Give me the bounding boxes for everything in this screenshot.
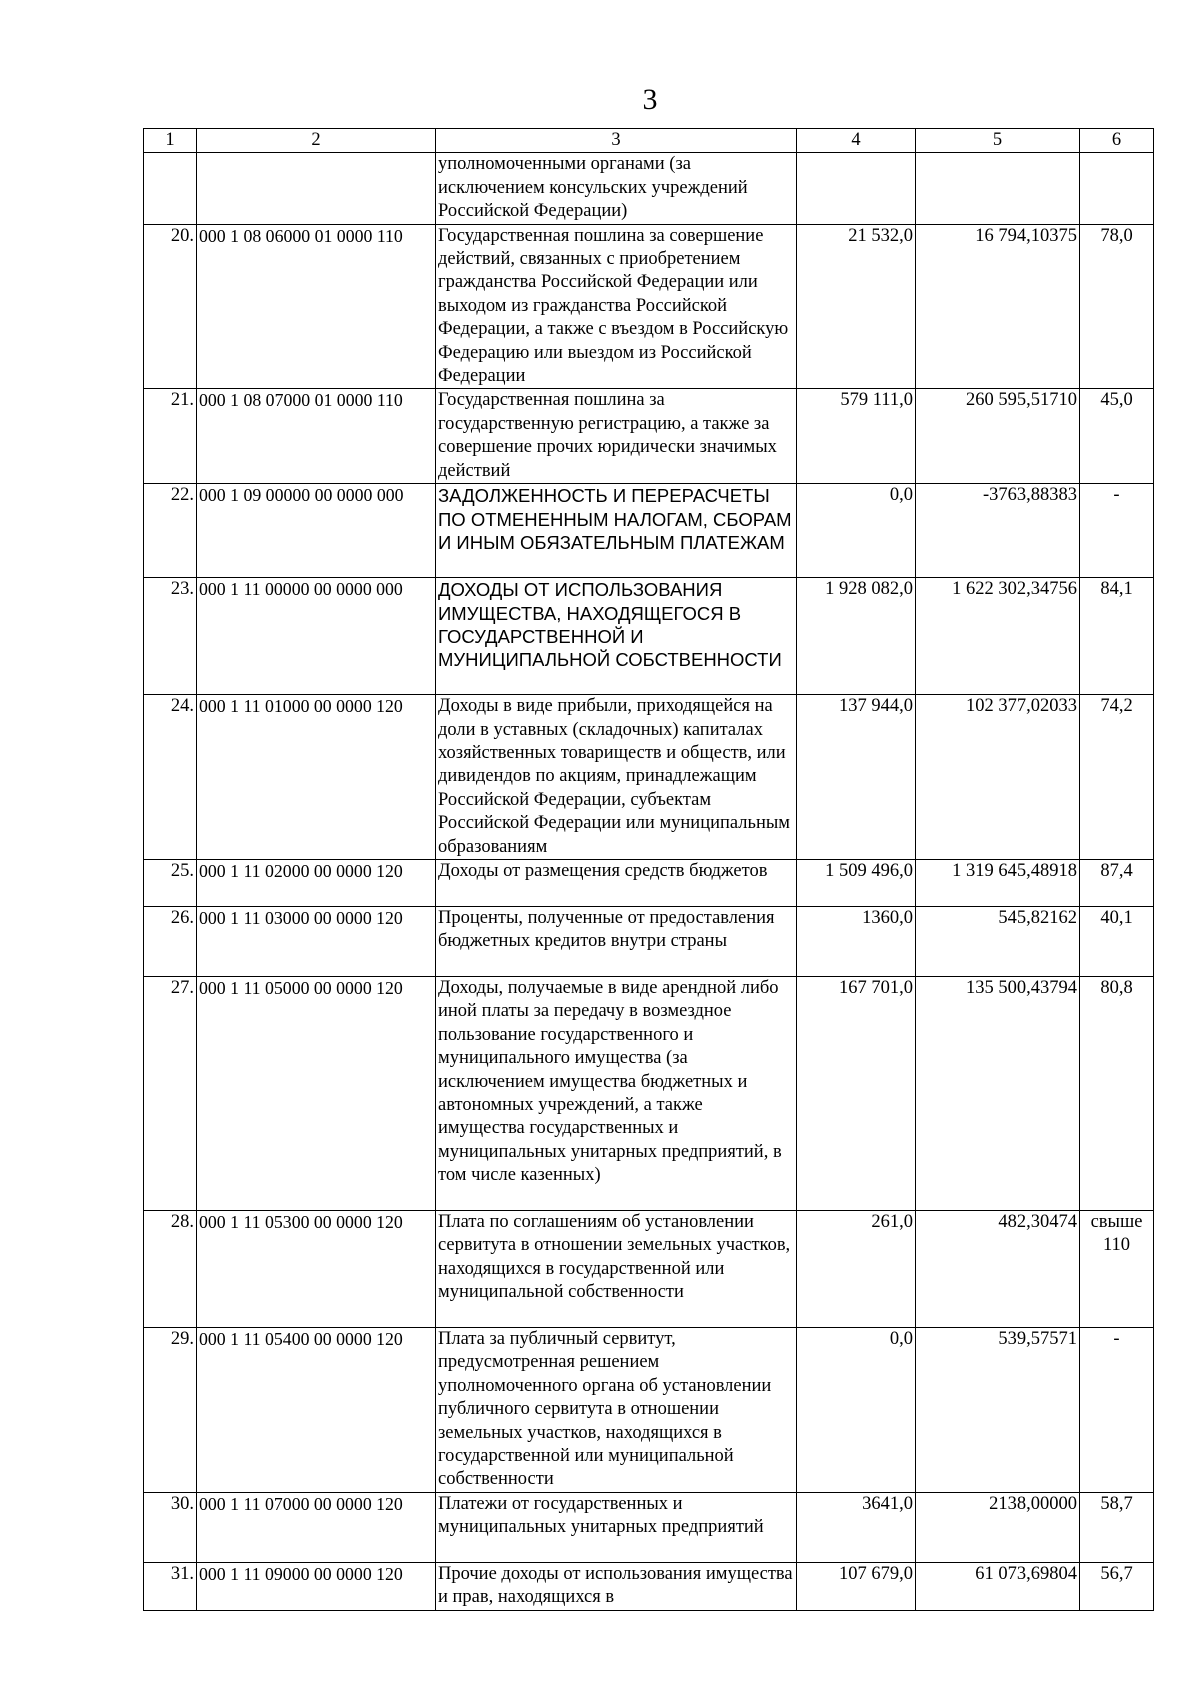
row-actual: 61 073,69804 bbox=[916, 1562, 1080, 1610]
row-actual: 1 319 645,48918 bbox=[916, 859, 1080, 906]
row-name: Проценты, полученные от предоставления бюджетных кредитов внутри страны bbox=[436, 906, 797, 976]
row-percent: - bbox=[1080, 484, 1154, 578]
row-name: Плата по соглашениям об установлении сервитута в отношении земельных участков, находящихся в государственной или муниципальной собственности bbox=[436, 1210, 797, 1327]
row-actual: 260 595,51710 bbox=[916, 389, 1080, 484]
row-name: Прочие доходы от использования имущества и прав, находящихся в bbox=[436, 1562, 797, 1610]
row-actual: 16 794,10375 bbox=[916, 224, 1080, 389]
table-row bbox=[144, 224, 1154, 389]
row-plan: 3641,0 bbox=[797, 1492, 916, 1562]
row-actual: 102 377,02033 bbox=[916, 695, 1080, 860]
row-number: 20. bbox=[144, 224, 197, 389]
row-number: 23. bbox=[144, 578, 197, 695]
row-code: 000 1 11 05300 00 0000 120 bbox=[197, 1210, 436, 1327]
row-plan: 0,0 bbox=[797, 484, 916, 578]
row-number: 31. bbox=[144, 1562, 197, 1610]
row-percent bbox=[1080, 153, 1154, 224]
row-code: 000 1 08 06000 01 0000 110 bbox=[197, 224, 436, 389]
row-code: 000 1 08 07000 01 0000 110 bbox=[197, 389, 436, 484]
table-row bbox=[144, 695, 1154, 860]
row-percent: 87,4 bbox=[1080, 859, 1154, 906]
row-name: Плата за публичный сервитут, предусмотренная решением уполномоченного органа об установлении публичного сервитута в отношении земельных участков, находящихся в государственной или муниципальной собственности bbox=[436, 1327, 797, 1492]
row-percent: 58,7 bbox=[1080, 1492, 1154, 1562]
row-actual: 2138,00000 bbox=[916, 1492, 1080, 1562]
row-number: 25. bbox=[144, 859, 197, 906]
row-actual: 1 622 302,34756 bbox=[916, 578, 1080, 695]
header-col-4: 4 bbox=[797, 129, 916, 153]
row-name: ДОХОДЫ ОТ ИСПОЛЬЗОВАНИЯ ИМУЩЕСТВА, НАХОДЯЩЕГОСЯ В ГОСУДАРСТВЕННОЙ И МУНИЦИПАЛЬНОЙ СОБСТВЕННОСТИ bbox=[436, 578, 797, 695]
row-percent: 78,0 bbox=[1080, 224, 1154, 389]
row-percent: 40,1 bbox=[1080, 906, 1154, 976]
header-col-2: 2 bbox=[197, 129, 436, 153]
table-row bbox=[144, 578, 1154, 695]
row-name: Государственная пошлина за государственную регистрацию, а также за совершение прочих юридически значимых действий bbox=[436, 389, 797, 484]
row-plan: 137 944,0 bbox=[797, 695, 916, 860]
table-row bbox=[144, 1327, 1154, 1492]
row-number: 22. bbox=[144, 484, 197, 578]
header-col-6: 6 bbox=[1080, 129, 1154, 153]
row-percent: 74,2 bbox=[1080, 695, 1154, 860]
row-plan: 21 532,0 bbox=[797, 224, 916, 389]
continuation-row bbox=[144, 153, 1154, 224]
table-row bbox=[144, 906, 1154, 976]
row-percent: 56,7 bbox=[1080, 1562, 1154, 1610]
row-number: 30. bbox=[144, 1492, 197, 1562]
revenue-table bbox=[143, 128, 1154, 1611]
header-col-3: 3 bbox=[436, 129, 797, 153]
row-number: 27. bbox=[144, 976, 197, 1210]
row-code: 000 1 11 00000 00 0000 000 bbox=[197, 578, 436, 695]
row-code: 000 1 11 02000 00 0000 120 bbox=[197, 859, 436, 906]
table-header bbox=[144, 129, 1154, 153]
table-row bbox=[144, 1210, 1154, 1327]
header-col-1: 1 bbox=[144, 129, 197, 153]
table-body bbox=[144, 153, 1154, 1610]
row-actual: -3763,88383 bbox=[916, 484, 1080, 578]
row-number: 28. bbox=[144, 1210, 197, 1327]
row-plan: 261,0 bbox=[797, 1210, 916, 1327]
row-plan: 167 701,0 bbox=[797, 976, 916, 1210]
row-percent: 80,8 bbox=[1080, 976, 1154, 1210]
table-row bbox=[144, 1492, 1154, 1562]
row-actual: 135 500,43794 bbox=[916, 976, 1080, 1210]
row-number: 29. bbox=[144, 1327, 197, 1492]
row-code: 000 1 11 05400 00 0000 120 bbox=[197, 1327, 436, 1492]
row-actual: 545,82162 bbox=[916, 906, 1080, 976]
row-name: Доходы в виде прибыли, приходящейся на доли в уставных (складочных) капиталах хозяйственных товариществ и обществ, или дивидендов по акциям, принадлежащим Российской Федерации, субъектам Российской Федерации или муниципальным образованиям bbox=[436, 695, 797, 860]
row-percent: - bbox=[1080, 1327, 1154, 1492]
row-name: Государственная пошлина за совершение действий, связанных с приобретением гражданства Российской Федерации или выходом из гражданства Российской Федерации, а также с въездом в Российскую Федерацию или выездом из Российской Федерации bbox=[436, 224, 797, 389]
row-number bbox=[144, 153, 197, 224]
row-code: 000 1 11 07000 00 0000 120 bbox=[197, 1492, 436, 1562]
row-code bbox=[197, 153, 436, 224]
row-name: уполномоченными органами (за исключением консульских учреждений Российской Федерации) bbox=[436, 153, 797, 224]
header-row bbox=[144, 129, 1154, 153]
row-actual: 539,57571 bbox=[916, 1327, 1080, 1492]
row-number: 21. bbox=[144, 389, 197, 484]
table-row bbox=[144, 859, 1154, 906]
row-percent: свыше 110 bbox=[1080, 1210, 1154, 1327]
row-code: 000 1 09 00000 00 0000 000 bbox=[197, 484, 436, 578]
row-plan: 107 679,0 bbox=[797, 1562, 916, 1610]
row-actual: 482,30474 bbox=[916, 1210, 1080, 1327]
table-row bbox=[144, 389, 1154, 484]
row-number: 26. bbox=[144, 906, 197, 976]
row-plan: 579 111,0 bbox=[797, 389, 916, 484]
table-row bbox=[144, 976, 1154, 1210]
row-code: 000 1 11 03000 00 0000 120 bbox=[197, 906, 436, 976]
row-actual bbox=[916, 153, 1080, 224]
row-code: 000 1 11 01000 00 0000 120 bbox=[197, 695, 436, 860]
row-name: ЗАДОЛЖЕННОСТЬ И ПЕРЕРАСЧЕТЫ ПО ОТМЕНЕННЫМ НАЛОГАМ, СБОРАМ И ИНЫМ ОБЯЗАТЕЛЬНЫМ ПЛАТЕЖАМ bbox=[436, 484, 797, 578]
row-code: 000 1 11 09000 00 0000 120 bbox=[197, 1562, 436, 1610]
row-plan: 1 928 082,0 bbox=[797, 578, 916, 695]
row-name: Доходы, получаемые в виде арендной либо иной платы за передачу в возмездное пользование государственного и муниципального имущества (за исключением имущества бюджетных и автономных учреждений, а также имущества государственных и муниципальных унитарных предприятий, в том числе казенных) bbox=[436, 976, 797, 1210]
page-number: 3 bbox=[642, 83, 658, 116]
row-number: 24. bbox=[144, 695, 197, 860]
row-plan: 1 509 496,0 bbox=[797, 859, 916, 906]
row-percent: 45,0 bbox=[1080, 389, 1154, 484]
table-row bbox=[144, 1562, 1154, 1610]
row-name: Доходы от размещения средств бюджетов bbox=[436, 859, 797, 906]
row-plan bbox=[797, 153, 916, 224]
header-col-5: 5 bbox=[916, 129, 1080, 153]
row-name: Платежи от государственных и муниципальных унитарных предприятий bbox=[436, 1492, 797, 1562]
row-percent: 84,1 bbox=[1080, 578, 1154, 695]
row-plan: 0,0 bbox=[797, 1327, 916, 1492]
row-code: 000 1 11 05000 00 0000 120 bbox=[197, 976, 436, 1210]
row-plan: 1360,0 bbox=[797, 906, 916, 976]
table-row bbox=[144, 484, 1154, 578]
